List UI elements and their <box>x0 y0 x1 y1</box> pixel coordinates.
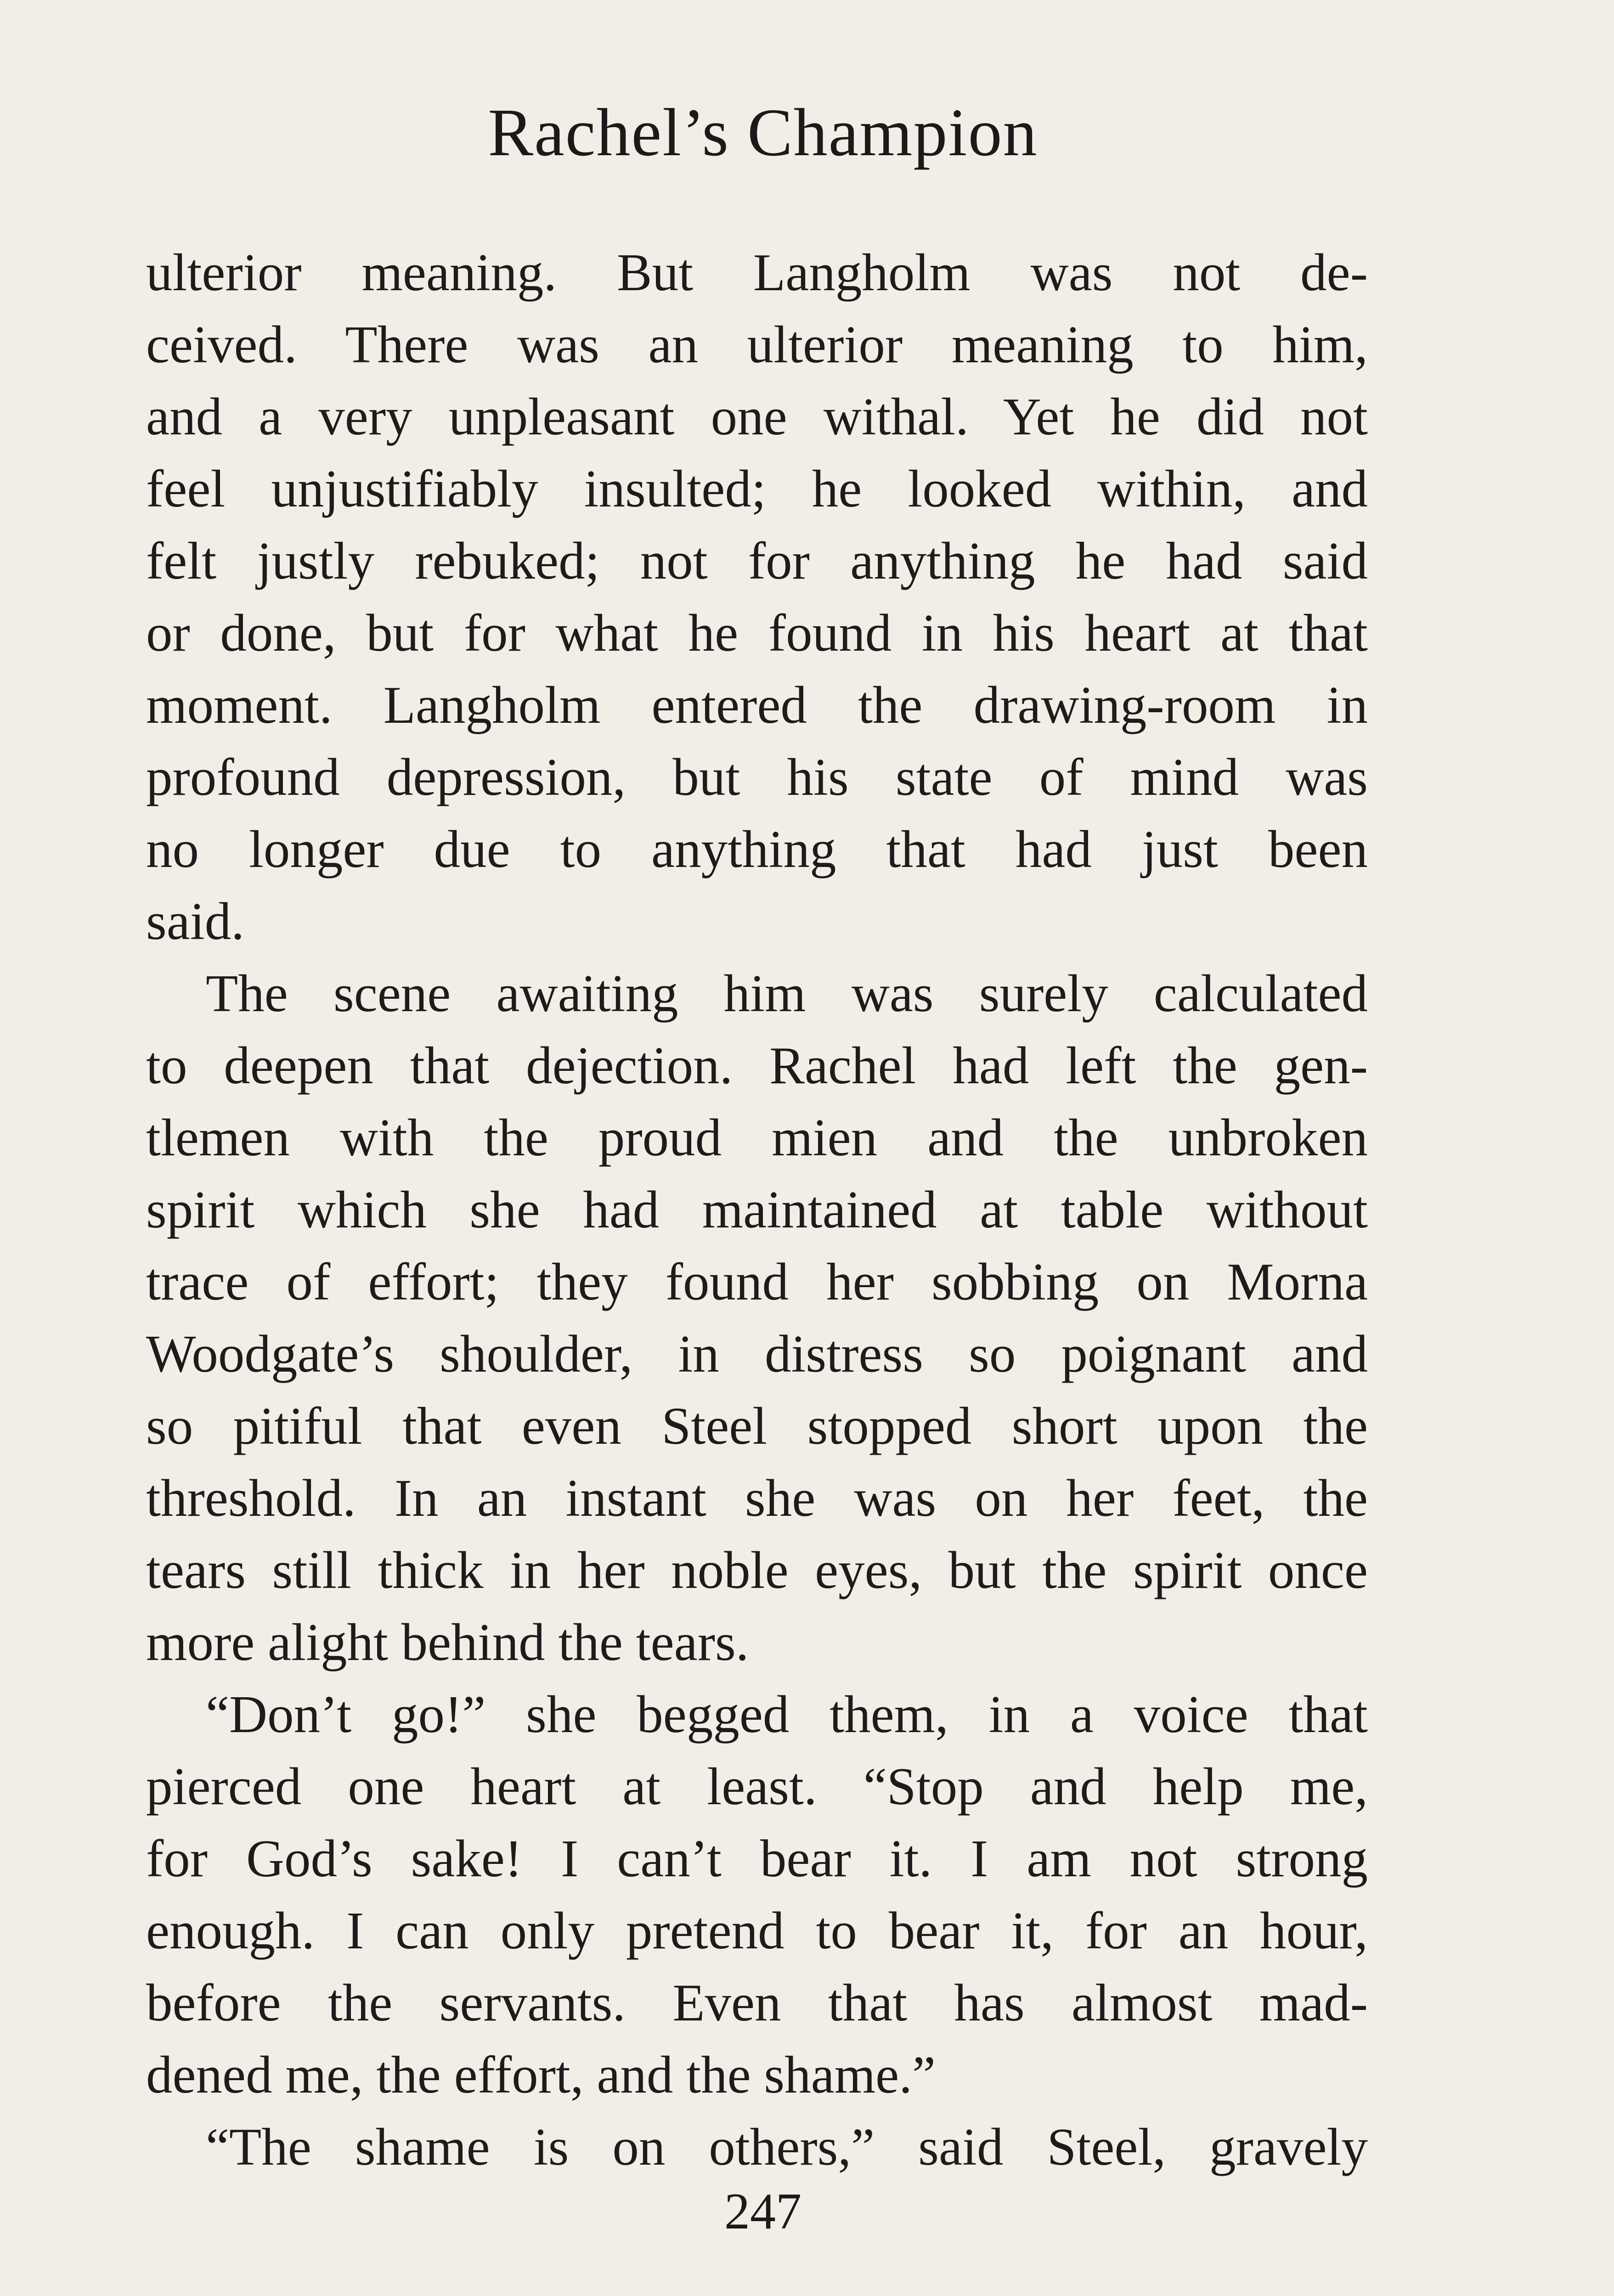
running-head: Rachel’s Champion <box>488 95 1038 170</box>
text-line: “Don’t go!” she begged them, in a voice that <box>206 1685 1368 1744</box>
body-text <box>146 236 1368 2183</box>
text-line: tears still thick in her noble eyes, but the spirit once <box>146 1541 1368 1599</box>
text-line: Woodgate’s shoulder, in distress so poignant and <box>146 1325 1368 1383</box>
text-line: no longer due to anything that had just been <box>146 820 1368 878</box>
text-line: spirit which she had maintained at table without <box>146 1181 1368 1239</box>
text-line: or done, but for what he found in his heart at that <box>146 604 1368 662</box>
text-line: threshold. In an instant she was on her feet, the <box>146 1469 1368 1527</box>
text-line: before the servants. Even that has almost mad- <box>146 1974 1368 2032</box>
text-line: “The shame is on others,” said Steel, gravely <box>206 2118 1368 2176</box>
text-line: trace of effort; they found her sobbing on Morna <box>146 1253 1368 1311</box>
text-line: dened me, the effort, and the shame.” <box>146 2046 936 2104</box>
page-number: 247 <box>724 2183 801 2240</box>
text-line: ceived. There was an ulterior meaning to him, <box>146 315 1368 374</box>
text-line: pierced one heart at least. “Stop and help me, <box>146 1757 1368 1816</box>
text-line: and a very unpleasant one withal. Yet he did not <box>146 388 1368 446</box>
text-line: The scene awaiting him was surely calculated <box>206 964 1368 1023</box>
text-line: ulterior meaning. But Langholm was not de- <box>146 243 1368 302</box>
text-line: profound depression, but his state of mind was <box>146 748 1368 806</box>
text-line: to deepen that dejection. Rachel had left the gen- <box>146 1036 1368 1095</box>
text-line: said. <box>146 892 244 951</box>
text-line: moment. Langholm entered the drawing-room in <box>146 676 1368 734</box>
text-line: so pitiful that even Steel stopped short upon the <box>146 1397 1368 1455</box>
text-line: feel unjustifiably insulted; he looked within, and <box>146 460 1368 518</box>
text-line: enough. I can only pretend to bear it, for an hour, <box>146 1902 1368 1960</box>
text-line: more alight behind the tears. <box>146 1613 749 1671</box>
text-line: for God’s sake! I can’t bear it. I am not strong <box>146 1829 1368 1888</box>
text-line: felt justly rebuked; not for anything he had said <box>146 532 1368 590</box>
text-line: tlemen with the proud mien and the unbroken <box>146 1109 1368 1167</box>
